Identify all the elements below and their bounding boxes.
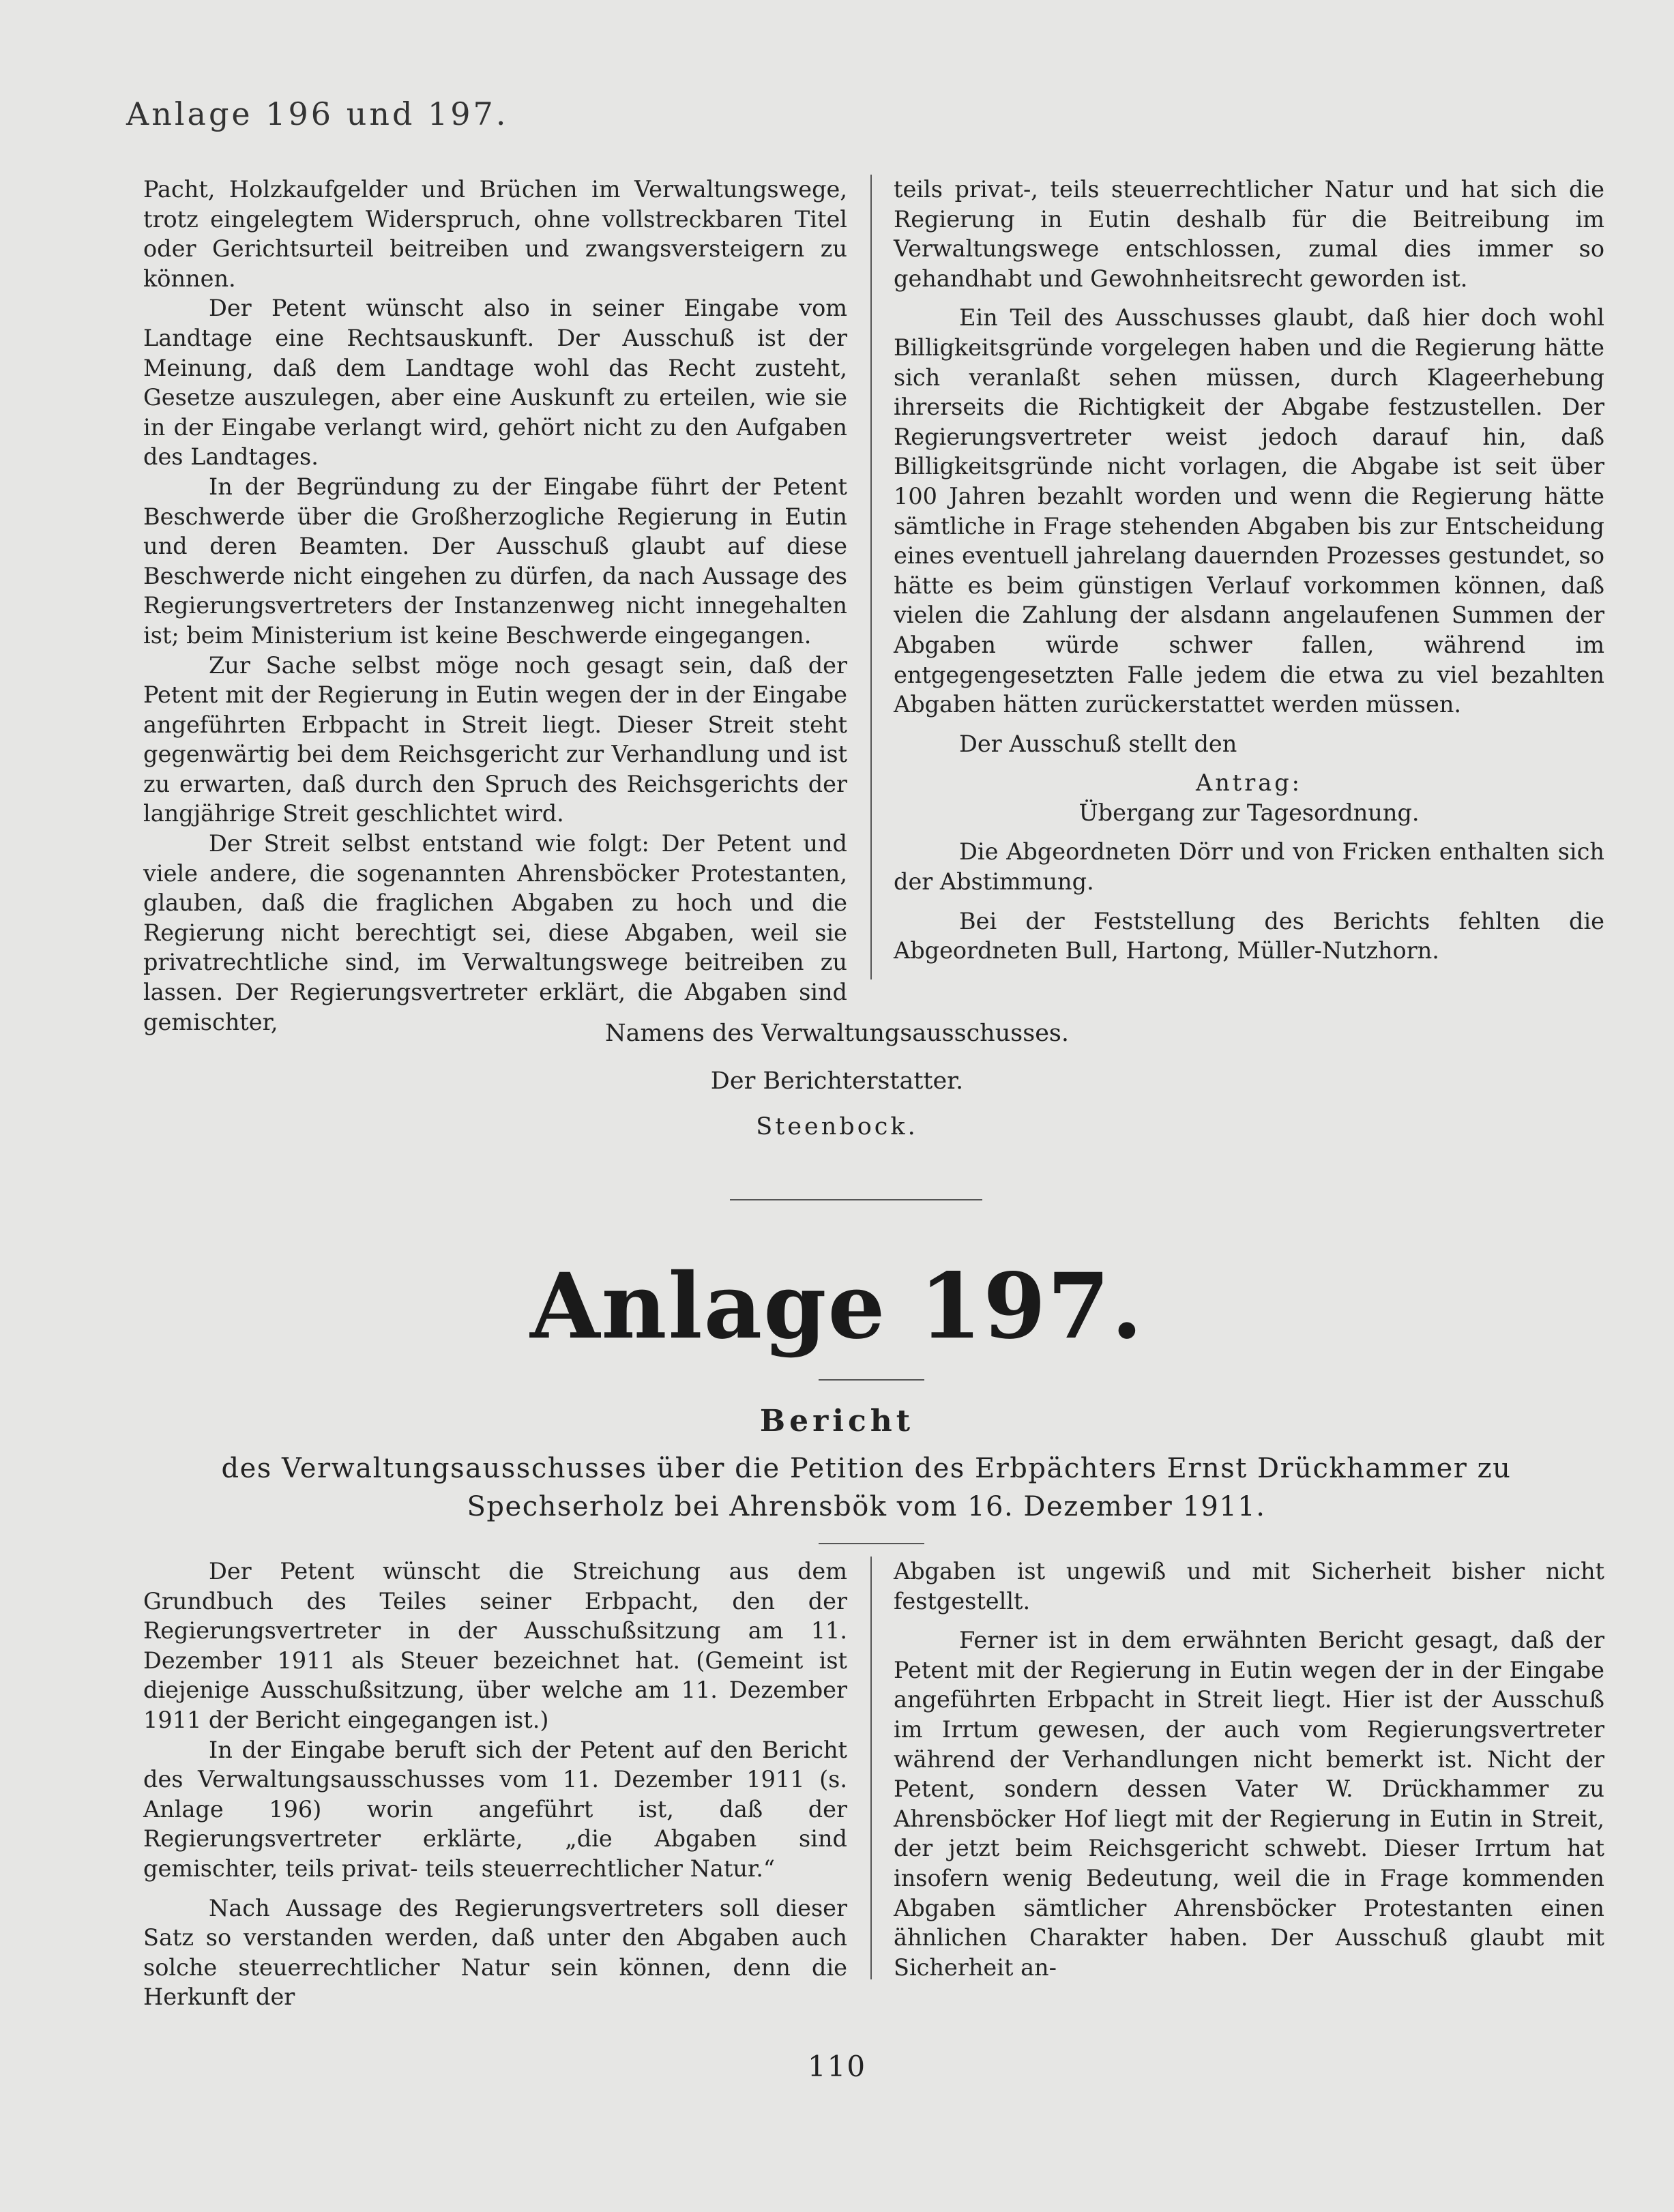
report-description: des Verwaltungsausschusses über die Petition des Erbpächters Ernst Drückhammer zu Spechserholz bei Ahrensbök vom 16. Dezember 1911. xyxy=(221,1453,1512,1522)
report-197-right-column xyxy=(894,1557,1604,1982)
paragraph: Der Petent wünscht also in seiner Eingabe vom Landtage eine Rechtsauskunft. Der Ausschuß ist der Meinung, daß dem Landtage wohl das Recht zusteht, Gesetze auszulegen, aber eine Auskunft zu erteilen, wie sie in der Eingabe verlangt wird, gehört nicht zu den Aufgaben des Landtages. xyxy=(143,295,847,471)
heading-underline xyxy=(819,1543,924,1544)
signature-line-name: Steenbock. xyxy=(756,1113,918,1140)
signature-line-committee: Namens des Verwaltungsausschusses. xyxy=(604,1020,1069,1047)
page-number: 110 xyxy=(807,2050,867,2083)
paragraph: Nach Aussage des Regierungsvertreters soll dieser Satz so verstanden werden, daß unter den Abgaben auch solche steuerrechtlicher Natur sein können, denn die Herkunft der xyxy=(143,1894,847,2011)
paragraph: Der Ausschuß stellt den xyxy=(959,730,1237,757)
paragraph: Bei der Feststellung des Berichts fehlten die Abgeordneten Bull, Hartong, Müller-Nutzhorn. xyxy=(894,907,1604,964)
title-underline xyxy=(819,1379,924,1381)
paragraph: Pacht, Holzkaufgelder und Brüchen im Verwaltungswege, trotz eingelegtem Widerspruch, ohne vollstreckbaren Titel oder Gerichtsurteil beitreiben und zwangsversteigern zu können. xyxy=(143,176,847,292)
report-197-left-column xyxy=(143,1557,847,2012)
running-head: Anlage 196 und 197. xyxy=(126,95,509,132)
paragraph: Abgaben ist ungewiß und mit Sicherheit bisher nicht festgestellt. xyxy=(894,1558,1604,1614)
paragraph: Die Abgeordneten Dörr und von Fricken enthalten sich der Abstimmung. xyxy=(894,838,1604,896)
column-divider xyxy=(870,1557,872,1979)
paragraph: teils privat-, teils steuerrechtlicher Natur und hat sich die Regierung in Eutin deshalb für die Beitreibung im Verwaltungswege entschlossen, zumal dies immer so gehandhabt und Gewohnheitsrecht geworden ist. xyxy=(894,176,1604,292)
report-196-right-column xyxy=(894,175,1604,966)
paragraph: In der Begründung zu der Eingabe führt der Petent Beschwerde über die Großherzogliche Regierung in Eutin und deren Beamten. Der Ausschuß glaubt auf diese Beschwerde nicht eingehen zu dürfen, da nach Aussage des Regierungsvertreters der Instanzenweg nicht innegehalten ist; beim Ministerium ist keine Beschwerde eingegangen. xyxy=(143,473,847,649)
report-196-left-column xyxy=(143,175,847,1037)
paragraph: Der Petent wünscht die Streichung aus dem Grundbuch des Teiles seiner Erbpacht, den der Regierungsvertreter in der Ausschußsitzung am 11. Dezember 1911 als Steuer bezeichnet hat. (Gemeint ist diejenige Ausschußsitzung, über welche am 11. Dezember 1911 der Bericht eingegangen ist.) xyxy=(143,1558,847,1733)
paragraph: Der Streit selbst entstand wie folgt: Der Petent und viele andere, die sogenannten Ahrensböcker Protestanten, glauben, daß die fraglichen Abgaben zu hoch und die Regierung nicht berechtigt sei, diese Abgaben, weil sie privatrechtliche sind, im Verwaltungswege beitreiben zu lassen. Der Regierungsvertreter erklärt, die Abgaben sind gemischter, xyxy=(143,830,847,1035)
motion-heading: Antrag: xyxy=(1196,769,1302,797)
signature-line-role: Der Berichterstatter. xyxy=(710,1067,964,1095)
column-divider xyxy=(870,175,872,979)
paragraph: In der Eingabe beruft sich der Petent auf den Bericht des Verwaltungsausschusses vom 11. Dezember 1911 (s. Anlage 196) worin angeführt ist, daß der Regierungsvertreter erklärte, „die Abgaben sind gemischter, teils privat- teils steuerrechtlicher Natur.“ xyxy=(143,1736,847,1882)
paragraph: Ein Teil des Ausschusses glaubt, daß hier doch wohl Billigkeitsgründe vorgelegen haben und die Regierung hätte sich veranlaßt sehen müssen, durch Klageerhebung ihrerseits die Richtigkeit der Abgabe festzustellen. Der Regierungsvertreter weist jedoch darauf hin, daß Billigkeitsgründe nicht vorlagen, die Abgabe ist seit über 100 Jahren bezahlt worden und wenn die Regierung hätte sämtliche in Frage stehenden Abgaben bis zur Entscheidung eines eventuell jahrelang dauernden Prozesses gestundet, so hätte es beim günstigen Verlauf vorkommen können, daß vielen die Zahlung der alsdann angelaufenen Summen der Abgaben würde schwer fallen, während im entgegengesetzten Falle jedem die etwa zu viel bezahlten Abgaben hätten zurückerstattet werden müssen. xyxy=(894,304,1604,718)
motion-text: Übergang zur Tagesordnung. xyxy=(1078,799,1420,826)
paragraph: Ferner ist in dem erwähnten Bericht gesagt, daß der Petent mit der Regierung in Eutin wegen der in der Eingabe angeführten Erbpacht in Streit liegt. Hier ist der Ausschuß im Irrtum gewesen, der auch vom Regierungsvertreter während der Verhandlungen nicht bemerkt ist. Nicht der Petent, sondern dessen Vater W. Drückhammer zu Ahrensböcker Hof liegt mit der Regierung in Eutin in Streit, der jetzt beim Reichsgericht schwebt. Dieser Irrtum hat insofern wenig Bedeutung, weil die in Frage kommenden Abgaben sämtlicher Ahrensböcker Protestanten einen ähnlichen Charakter haben. Der Ausschuß glaubt mit Sicherheit an- xyxy=(894,1627,1604,1981)
paragraph: Zur Sache selbst möge noch gesagt sein, daß der Petent mit der Regierung in Eutin wegen der in der Eingabe angeführten Erbpacht in Streit liegt. Dieser Streit steht gegenwärtig bei dem Reichsgericht zur Verhandlung und ist zu erwarten, daß durch den Spruch des Reichsgerichts der langjährige Streit geschlichtet wird. xyxy=(143,651,847,827)
report-heading: Bericht xyxy=(759,1404,915,1439)
appendix-title: Anlage 197. xyxy=(530,1254,1144,1359)
section-divider xyxy=(730,1199,982,1200)
